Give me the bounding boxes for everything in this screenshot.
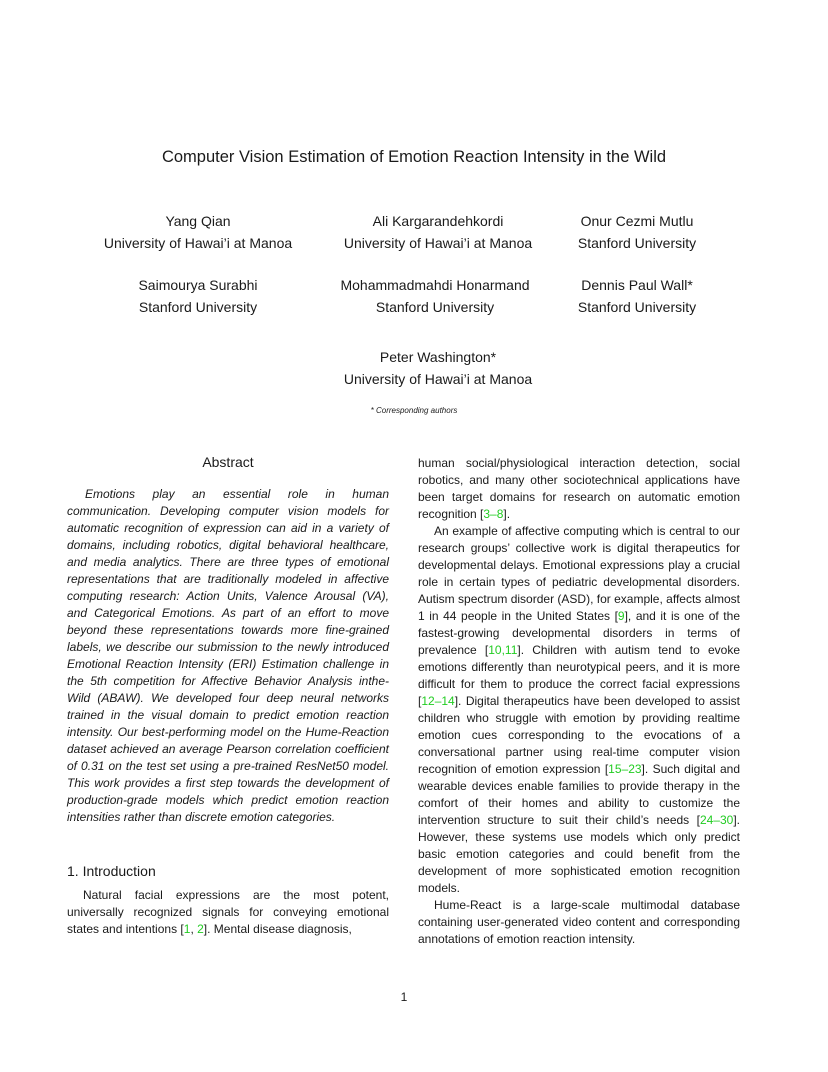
citation-link[interactable]: 9 — [617, 609, 625, 623]
author-affiliation: Stanford University — [375, 299, 495, 315]
author-name: Onur Cezmi Mutlu — [580, 213, 694, 229]
left-column — [67, 454, 389, 938]
paragraph — [418, 455, 740, 523]
author-block — [318, 210, 558, 254]
author-block — [558, 274, 716, 318]
paper-title: Computer Vision Estimation of Emotion Reaction Intensity in the Wild — [161, 148, 667, 166]
author-affiliation: Stanford University — [577, 235, 697, 251]
author-name: Ali Kargarandehkordi — [372, 213, 504, 229]
page-number: 1 — [400, 990, 408, 1004]
author-block — [318, 274, 552, 318]
introduction-paragraph — [67, 887, 389, 938]
author-affiliation: Stanford University — [138, 299, 258, 315]
citation-link[interactable]: 2 — [197, 922, 204, 936]
author-affiliation: University of Hawai’i at Manoa — [343, 235, 533, 251]
paragraph — [418, 523, 740, 897]
author-block — [558, 210, 716, 254]
citation-link[interactable]: 24–30 — [699, 813, 734, 827]
citation-link[interactable]: 1 — [183, 922, 191, 936]
author-affiliation: University of Hawai’i at Manoa — [103, 235, 293, 251]
author-block — [78, 210, 318, 254]
paragraph-text: ]. However, these systems use models which only predict basic emotion categories and could benefit from the development of more sophisticated emotion recognition models. — [418, 813, 740, 895]
paragraph-text: ]. Digital therapeutics have been developed to assist children who struggle with emotion by providing realtime emotion cues corresponding to the evocations of a conversational partner using real-time computer vision recognition of emotion expression [ — [418, 694, 740, 776]
abstract-text: Emotions play an essential role in human communication. Developing computer vision models for automatic recognition of expression can aid in a variety of domains, including robotics, digital behavioral healthcare, and media analytics. There are three types of emotional representations that are traditionally modeled in affective computing research: Action Units, Valence Arousal (VA), and Categorical Emotions. As part of an effort to move beyond these representations towards more fine-grained labels, we describe our submission to the newly introduced Emotional Reaction Intensity (ERI) Estimation challenge in the 5th competition for Affective Behavior Analysis inthe-Wild (ABAW). We developed four deep neural networks trained in the visual domain to predict emotion reaction intensity. Our best-performing model on the Hume-Reaction dataset achieved an average Pearson correlation coefficient of 0.31 on the test set using a pre-trained ResNet50 model. This work provides a first step towards the development of production-grade models which predict emotion reaction intensities rather than discrete emotion categories. — [67, 487, 389, 824]
paragraph-text: An example of affective computing which is central to our research groups’ collective work is digital therapeutics for developmental delays. Emotional expressions play a crucial role in certain types of pediatric developmental disorders. Autism spectrum disorder (ASD), for example, affects almost 1 in 44 people in the United States [ — [418, 524, 740, 623]
corresponding-authors-note: * Corresponding authors — [370, 406, 458, 415]
paragraph-text: ]. Such digital and wearable devices enable families to provide therapy in the comfort of their homes and ability to customize the intervention structure to suit their child’s needs [ — [418, 762, 740, 827]
author-name: Peter Washington* — [379, 349, 497, 365]
citation-link[interactable]: 10,11 — [488, 643, 518, 657]
paragraph-text: ]. Mental disease diagnosis, — [203, 922, 352, 936]
paragraph-text: human social/physiological interaction detection, social robotics, and many other sociotechnical applications have been target domains for research on automatic emotion recognition [ — [418, 456, 740, 521]
author-name: Mohammadmahdi Honarmand — [340, 277, 530, 293]
author-affiliation: Stanford University — [577, 299, 697, 315]
author-affiliation: University of Hawai’i at Manoa — [343, 371, 533, 387]
citation-link[interactable]: 15–23 — [608, 762, 642, 776]
introduction-heading: 1. Introduction — [67, 863, 156, 879]
citation-separator: , — [190, 922, 198, 936]
paragraph-text: ]. — [503, 507, 511, 521]
author-name: Saimourya Surabhi — [138, 277, 258, 293]
paragraph-text: ]. Children with autism tend to evoke emotions differently than neurotypical peers, and it is more difficult for them to produce the correct facial expressions [ — [418, 643, 741, 708]
paragraph-text: Natural facial expressions are the most potent, universally recognized signals for conveying emotional states and intentions [ — [67, 888, 389, 936]
paragraph: Hume-React is a large-scale multimodal database containing user-generated video content and corresponding annotations of emotion reaction intensity. — [418, 898, 740, 946]
citation-link[interactable]: 3–8 — [483, 507, 504, 521]
author-name: Yang Qian — [165, 213, 231, 229]
author-block — [98, 274, 298, 318]
paragraph-text: ], and it is one of the fastest-growing developmental disorders in terms of prevalence [ — [418, 609, 740, 657]
citation-link[interactable]: 12–14 — [421, 694, 455, 708]
abstract-heading: Abstract — [202, 454, 254, 470]
author-block — [318, 346, 558, 390]
right-column — [418, 455, 740, 948]
author-name: Dennis Paul Wall* — [581, 277, 693, 293]
